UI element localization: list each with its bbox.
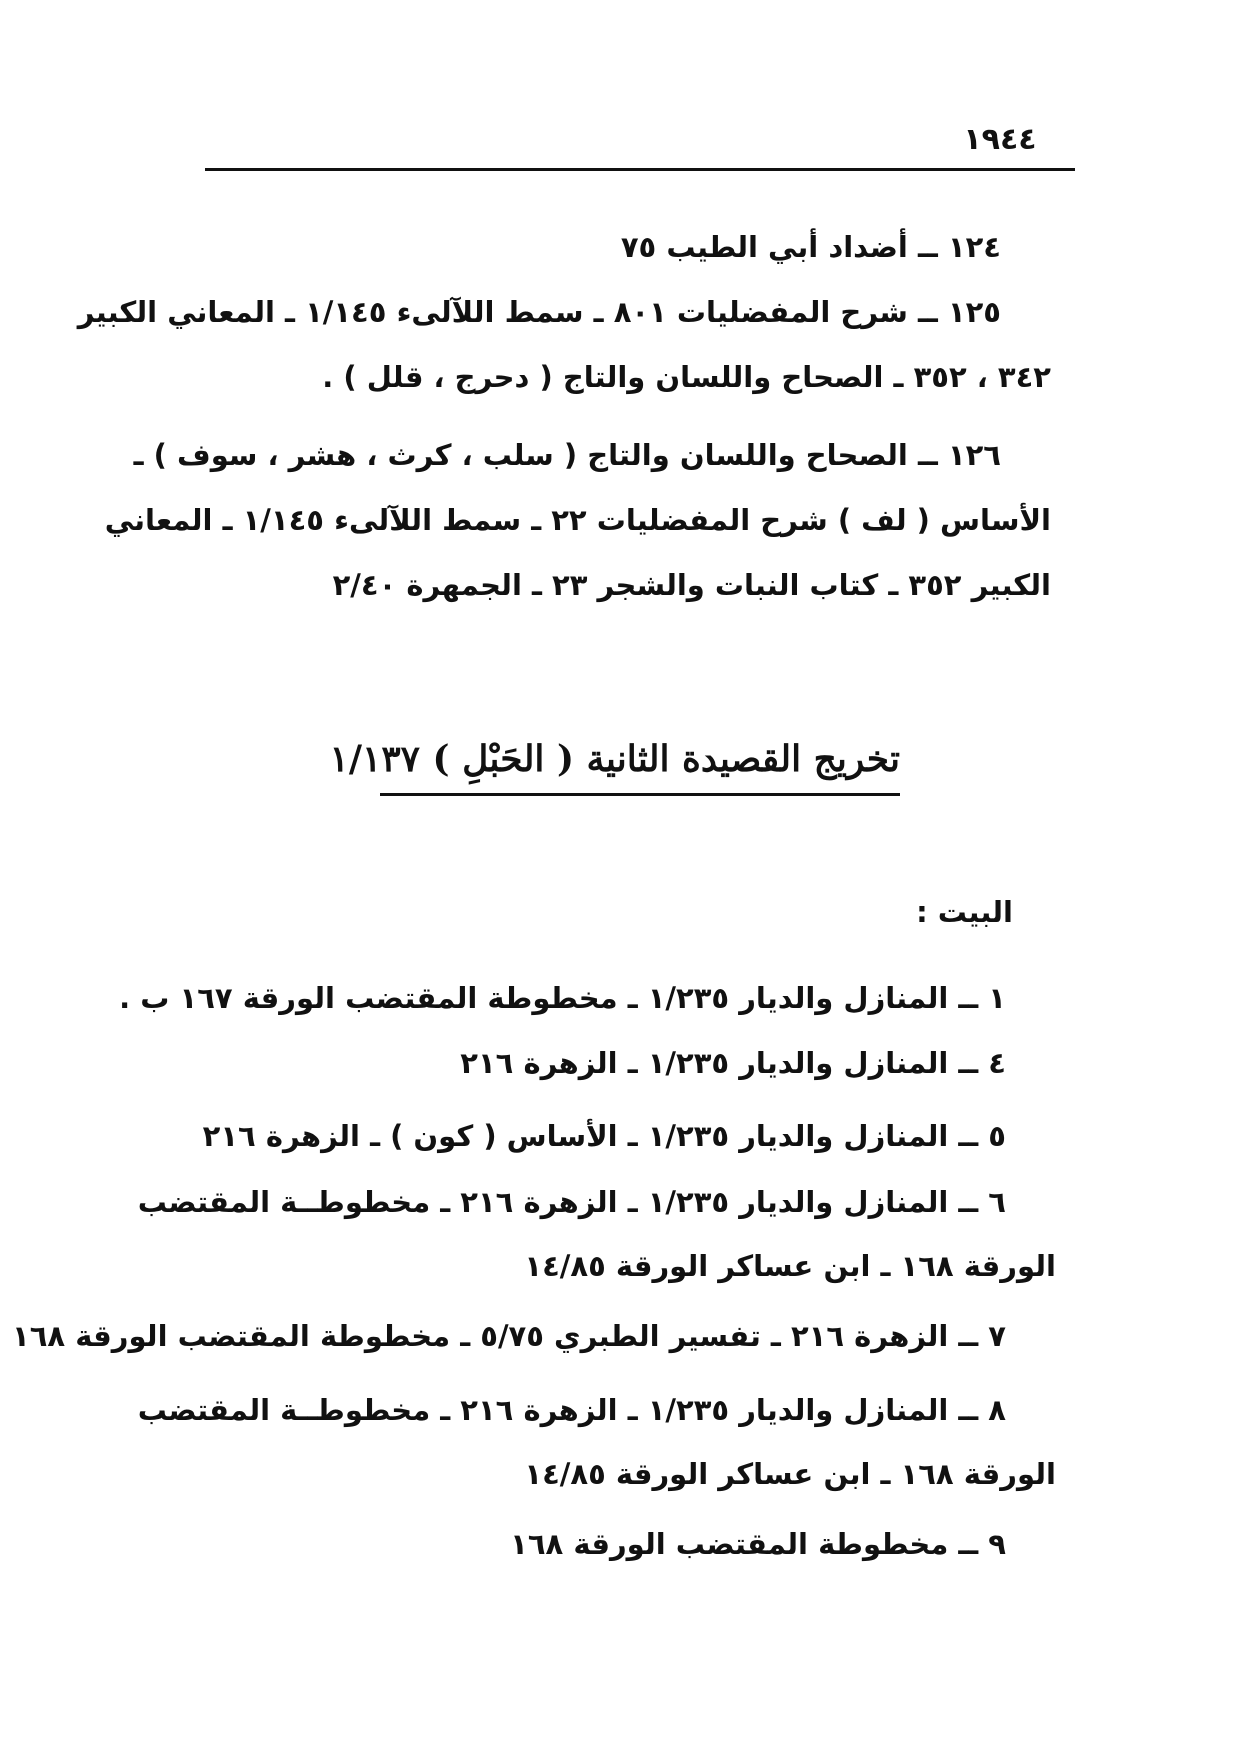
note-125-line-2: ٣٤٢ ، ٣٥٢ ـ الصحاح واللسان والتاج ( دحرج ، قلل ) .	[322, 360, 1051, 394]
note-124: ١٢٤ ــ أضداد أبي الطيب ٧٥	[620, 230, 1001, 264]
note-126-line-3: الكبير ٣٥٢ ـ كتاب النبات والشجر ٢٣ ـ الجمهرة ٢/٤٠	[332, 568, 1051, 602]
section-title: تخريج القصيدة الثانية ( الحَبْلِ ) ١/١٣٧	[329, 738, 900, 780]
note-126-line-1: ١٢٦ ــ الصحاح واللسان والتاج ( سلب ، كرث ، هشر ، سوف ) ـ	[133, 438, 1001, 472]
note-verse-4: ٤ ــ المنازل والديار ١/٢٣٥ ـ الزهرة ٢١٦	[460, 1046, 1006, 1080]
note-125-line-1: ١٢٥ ــ شرح المفضليات ٨٠١ ـ سمط اللآلىء ١/١٤٥ ـ المعاني الكبير	[77, 295, 1001, 329]
note-126-line-2: الأساس ( لف ) شرح المفضليات ٢٢ ـ سمط اللآلىء ١/١٤٥ ـ المعاني	[104, 503, 1051, 537]
note-verse-6-line-2: الورقة ١٦٨ ـ ابن عساكر الورقة ١٤/٨٥	[524, 1249, 1056, 1283]
note-verse-9: ٩ ــ مخطوطة المقتضب الورقة ١٦٨	[510, 1527, 1006, 1561]
note-verse-8-line-1: ٨ ــ المنازل والديار ١/٢٣٥ ـ الزهرة ٢١٦ ـ مخطوطــة المقتضب	[137, 1393, 1006, 1427]
header-rule	[205, 168, 1075, 171]
note-verse-7: ٧ ــ الزهرة ٢١٦ ـ تفسير الطبري ٥/٧٥ ـ مخطوطة المقتضب الورقة ١٦٨	[12, 1319, 1006, 1353]
title-underline	[380, 793, 900, 796]
note-verse-5: ٥ ــ المنازل والديار ١/٢٣٥ ـ الأساس ( كون ) ـ الزهرة ٢١٦	[202, 1119, 1006, 1153]
note-verse-1: ١ ــ المنازل والديار ١/٢٣٥ ـ مخطوطة المقتضب الورقة ١٦٧ ب .	[119, 981, 1006, 1015]
page-number: ١٩٤٤	[963, 122, 1037, 157]
note-verse-6-line-1: ٦ ــ المنازل والديار ١/٢٣٥ ـ الزهرة ٢١٦ ـ مخطوطــة المقتضب	[137, 1185, 1006, 1219]
verse-label: البيت :	[916, 895, 1013, 929]
note-verse-8-line-2: الورقة ١٦٨ ـ ابن عساكر الورقة ١٤/٨٥	[524, 1457, 1056, 1491]
